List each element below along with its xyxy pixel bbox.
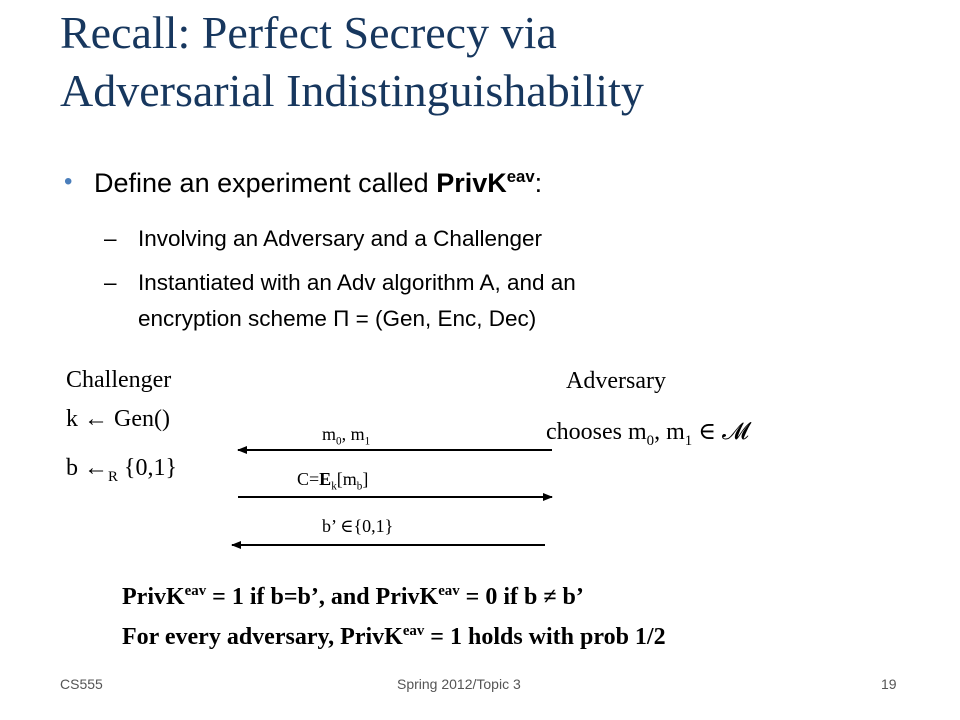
concl1-sup-2: eav — [438, 583, 460, 599]
sub-bullet-text: Instantiated with an Adv algorithm A, and an — [138, 270, 576, 295]
conclusion-line-1 — [122, 584, 584, 611]
choose-sub-0: 0 — [646, 432, 655, 449]
footer-term-topic: Spring 2012/Topic 3 — [397, 676, 521, 692]
bit-b: b — [66, 455, 84, 481]
conclusion-line-2 — [122, 624, 666, 651]
choose-mid: , m — [654, 419, 685, 445]
choose-prefix: chooses m — [546, 419, 647, 445]
bullet-suffix: : — [534, 168, 543, 198]
random-assign-arrow: ← — [84, 455, 108, 481]
msg1-sub-0: 0 — [336, 435, 342, 448]
concl1-a: PrivK — [122, 584, 185, 610]
guess-label: b’ ∈{0,1} — [322, 516, 394, 536]
bullet-dot-icon: • — [64, 168, 73, 195]
bullet-prefix: Define an experiment called — [94, 168, 437, 198]
privk-superscript: eav — [506, 167, 535, 186]
adversary-label: Adversary — [566, 368, 666, 394]
message-pair-label — [322, 424, 371, 448]
slide-title-line-2: Adversarial Indistinguishability — [60, 65, 644, 116]
msg2-mid: [m — [336, 469, 357, 489]
concl1-c: = 0 if b ≠ b’ — [459, 584, 584, 610]
message-space: ∈ 𝓜 — [692, 419, 749, 445]
concl2-sup: eav — [402, 623, 425, 639]
msg2-encrypt: E — [319, 469, 332, 489]
challenger-label: Challenger — [66, 367, 172, 393]
sub-bullet-dash: – — [104, 226, 117, 251]
sub-bullet-text: Involving an Adversary and a Challenger — [138, 226, 543, 251]
msg1-sub-1: 1 — [364, 435, 371, 448]
msg2-sub-b: b — [356, 480, 363, 493]
ciphertext-label — [297, 469, 369, 493]
random-subscript: R — [108, 468, 118, 485]
concl1-sup-1: eav — [184, 583, 207, 599]
concl2-a: For every adversary, PrivK — [122, 624, 403, 650]
bit-set: {0,1} — [117, 455, 177, 481]
footer-page-number: 19 — [881, 676, 897, 692]
slide-title-line-1: Recall: Perfect Secrecy via — [60, 7, 557, 58]
footer-course: CS555 — [60, 676, 103, 692]
msg2-prefix: C= — [297, 469, 320, 489]
msg2-sub-k: k — [331, 480, 337, 493]
sub-bullet-text: encryption scheme Π = (Gen, Enc, Dec) — [138, 306, 537, 331]
msg1-m: m — [322, 424, 337, 444]
msg2-suffix: ] — [362, 469, 369, 489]
concl1-b: = 1 if b=b’, and PrivK — [206, 584, 439, 610]
msg1-mid: , m — [341, 424, 365, 444]
concl2-b: = 1 holds with prob 1/2 — [424, 624, 666, 650]
sub-bullet-dash: – — [104, 270, 117, 295]
privk-label: PrivK — [436, 168, 507, 198]
key-generation: k ← Gen() — [66, 406, 170, 432]
choose-sub-1: 1 — [684, 432, 693, 449]
